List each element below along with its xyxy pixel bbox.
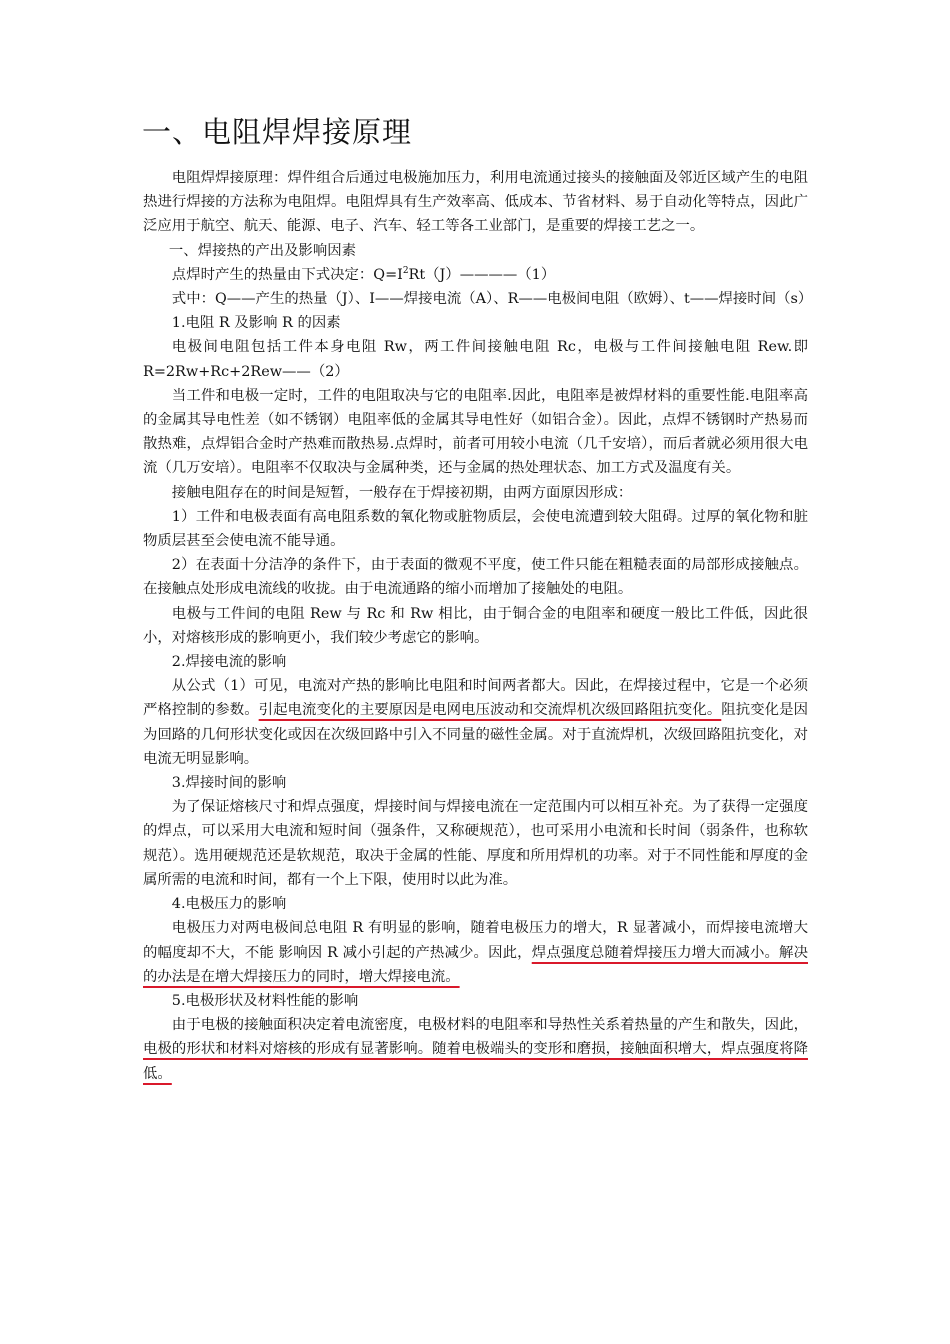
electrode-underlined: 电极的形状和材料对熔核的形成有显著影响。随着电极端头的变形和磨损，接触面积增大，焊点强度将降低。 bbox=[143, 1041, 808, 1082]
heading-current: 2.焊接电流的影响 bbox=[171, 654, 287, 671]
paragraph-formula-legend: 式中：Q——产生的热量（J）、I——焊接电流（A）、R——电极间电阻（欧姆）、t——焊接时间（s） bbox=[171, 291, 813, 308]
heading-electrode: 5.电极形状及材料性能的影响 bbox=[171, 992, 359, 1009]
page-title: 一、电阻焊焊接原理 bbox=[142, 115, 413, 149]
current-underlined: 引起电流变化的主要原因是电网电压波动和交流焊机次级回路阻抗变化。 bbox=[258, 702, 722, 719]
paragraph-cause-2: 2）在表面十分洁净的条件下，由于表面的微观不平度，使工件只能在粗糙表面的局部形成接触点。在接触点处形成电流线的收拢。由于电流通路的缩小而增加了接触处的电阻。 bbox=[143, 557, 808, 598]
pressure-underlined: 焊点强度总随着焊接压力增大而减小。解决的办法是在增大焊接压力的同时，增大焊接电流。 bbox=[143, 944, 808, 985]
formula-superscript: 2 bbox=[402, 266, 409, 277]
paragraph-electrode-resistance: 电极与工件间的电阻 Rew 与 Rc 和 Rw 相比，由于铜合金的电阻率和硬度一般比工件低，因此很小，对熔核形成的影响更小，我们较少考虑它的影响。 bbox=[143, 605, 808, 646]
paragraph-contact-resistance: 接触电阻存在的时间是短暂，一般存在于焊接初期，由两方面原因形成： bbox=[171, 484, 633, 501]
electrode-text-a: 由于电极的接触面积决定着电流密度，电极材料的电阻率和导热性关系着热量的产生和散失，因此， bbox=[171, 1017, 808, 1034]
paragraph-resistance-components: 电极间电阻包括工件本身电阻 Rw，两工件间接触电阻 Rc，电极与工件间接触电阻 Rew.即 R=2Rw+Rc+2Rew——（2） bbox=[143, 339, 808, 380]
document-body bbox=[143, 166, 813, 1086]
pressure-text-a: 电极压力对两电极间总电阻 R 有明显的影响，随着电极压力的增大，R 显著减小，而焊接电流增大的幅度却不大，不能 影响因 R 减小引起的产热减少。因此， bbox=[143, 920, 808, 961]
paragraph-current bbox=[143, 674, 808, 771]
current-text-a: 从公式（1）可见，电流对产热的影响比电阻和时间两者都大。因此，在焊接过程中，它是一个必须严格控制的参数。 bbox=[143, 678, 808, 719]
heading-time: 3.焊接时间的影响 bbox=[171, 775, 287, 792]
paragraph-intro: 电阻焊焊接原理：焊件组合后通过电极施加压力，利用电流通过接头的接触面及邻近区域产生的电阻热进行焊接的方法称为电阻焊。电阻焊具有生产效率高、低成本、节省材料、易于自动化等特点，因此广泛应用于航空、航天、能源、电子、汽车、轻工等各工业部门，是重要的焊接工艺之一。 bbox=[143, 170, 808, 235]
current-text-b: 阻抗变化是因为回路的几何形状变化或因在次级回路中引入不同量的磁性金属。对于直流焊机，次级回路阻抗变化，对电流无明显影响。 bbox=[143, 702, 808, 767]
paragraph-cause-1: 1）工件和电极表面有高电阻系数的氧化物或脏物质层，会使电流遭到较大阻碍。过厚的氧化物和脏物质层甚至会使电流不能导通。 bbox=[143, 508, 808, 550]
paragraph-resistivity: 当工件和电极一定时，工件的电阻取决与它的电阻率.因此，电阻率是被焊材料的重要性能.电阻率高的金属其导电性差（如不锈钢）电阻率低的金属其导电性好（如铝合金）。因此，点焊不锈钢时产热易而散热难，点焊铝合金时产热难而散热易.点焊时，前者可用较小电流（几千安培），而后者就必须用很大电流（几万安培）。电阻率不仅取决与金属种类，还与金属的热处理状态、加工方式及温度有关。 bbox=[143, 387, 808, 477]
paragraph-time: 为了保证熔核尺寸和焊点强度，焊接时间与焊接电流在一定范围内可以相互补充。为了获得一定强度的焊点，可以采用大电流和短时间（强条件，又称硬规范），也可采用小电流和长时间（弱条件，也称软规范）。选用硬规范还是软规范，取决于金属的性能、厚度和所用焊机的功率。对于不同性能和厚度的金属所需的电流和时间，都有一个上下限，使用时以此为准。 bbox=[143, 799, 808, 888]
paragraph-formula bbox=[143, 263, 808, 287]
formula-text-a: 点焊时产生的热量由下式决定：Q=I bbox=[171, 266, 403, 283]
paragraph-pressure bbox=[143, 916, 808, 989]
formula-text-b: Rt（J）————（1） bbox=[408, 266, 556, 283]
paragraph-electrode bbox=[143, 1013, 808, 1086]
heading-resistance: 1.电阻 R 及影响 R 的因素 bbox=[171, 315, 341, 332]
heading-heat-production: 一、焊接热的产出及影响因素 bbox=[168, 242, 356, 259]
heading-pressure: 4.电极压力的影响 bbox=[171, 896, 287, 913]
